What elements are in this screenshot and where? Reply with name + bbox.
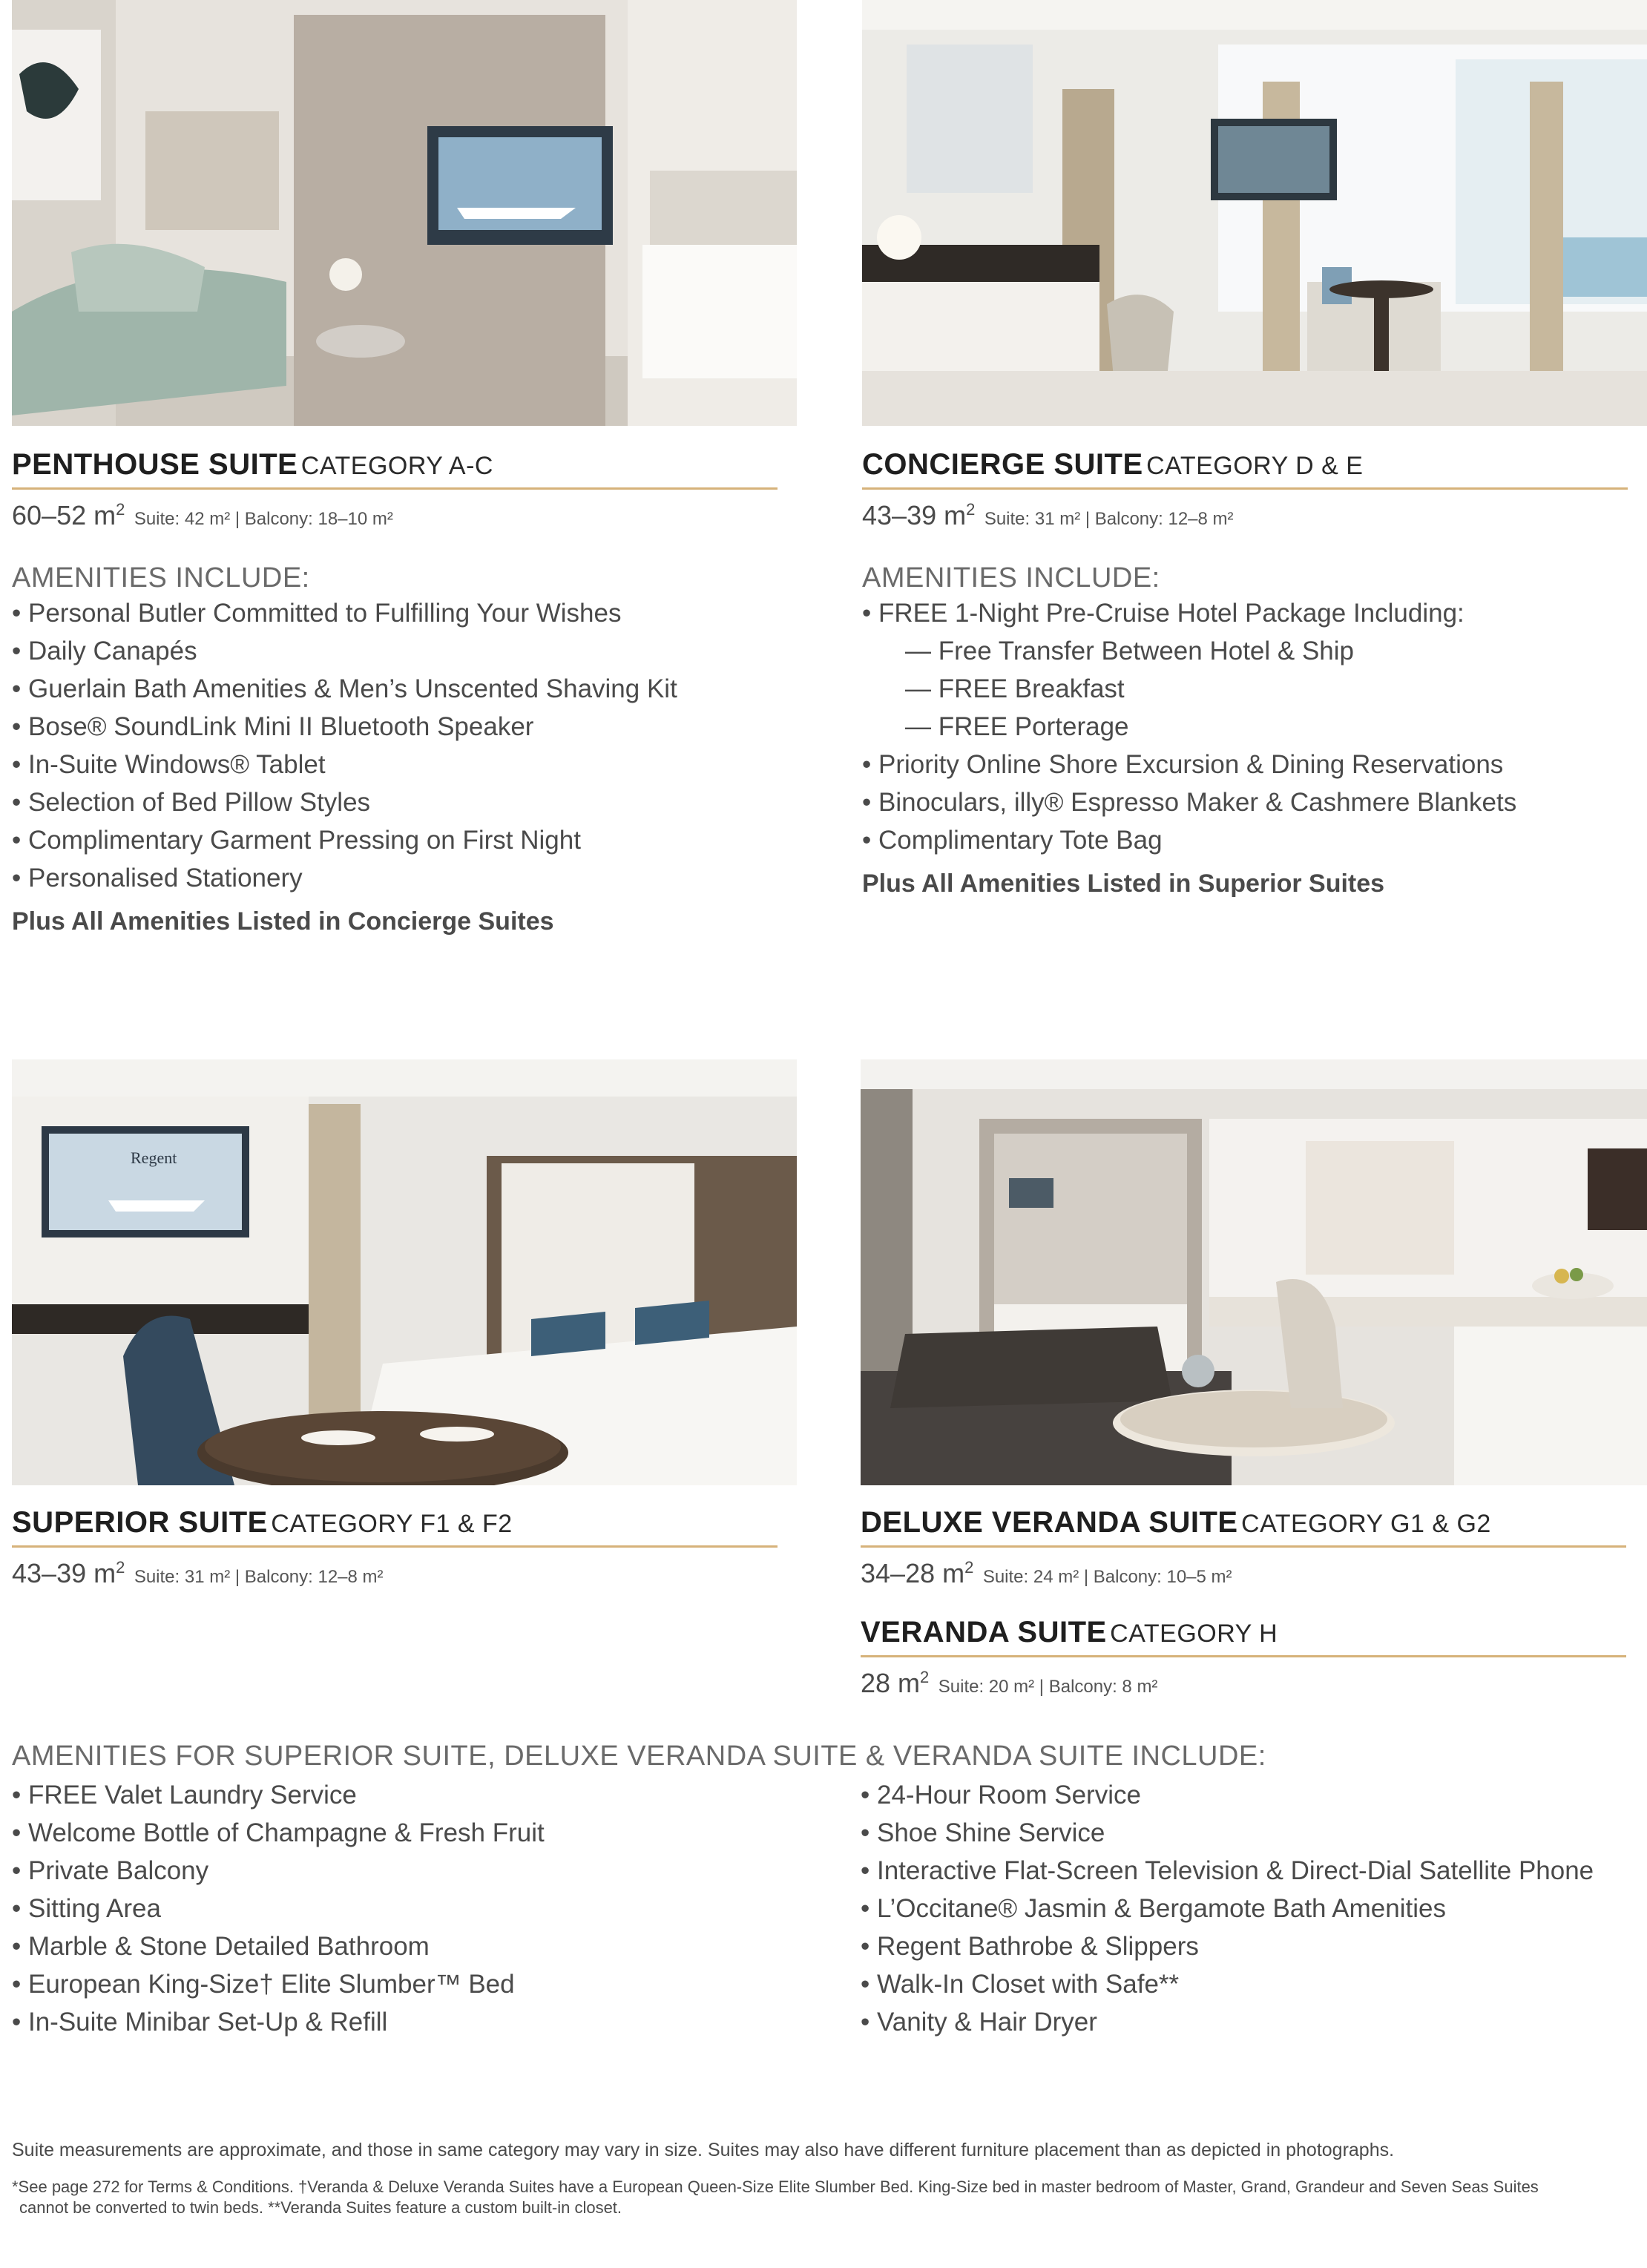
shared-amenities-right-list <box>861 1776 1594 2041</box>
deluxe-veranda-suite-photo <box>861 1059 1647 1485</box>
veranda-suite-section <box>861 1616 1626 1699</box>
list-item: • Complimentary Tote Bag <box>862 826 1163 855</box>
suite-category: CATEGORY H <box>1110 1620 1278 1648</box>
list-item: • In-Suite Windows® Tablet <box>12 750 326 779</box>
list-item: • FREE Valet Laundry Service <box>12 1781 357 1810</box>
deluxe-veranda-suite-section <box>861 1506 1626 1589</box>
list-item: • Walk-In Closet with Safe** <box>861 1970 1180 1999</box>
suite-size <box>861 1668 1626 1699</box>
footnote-terms-line2: cannot be converted to twin beds. **Veranda Suites feature a custom built-in closet. <box>19 2198 622 2217</box>
suite-size-total: 34–28 $m^2$ <box>861 1558 974 1588</box>
suite-name: SUPERIOR SUITE <box>12 1506 268 1539</box>
list-item: • Marble & Stone Detailed Bathroom <box>12 1932 430 1961</box>
list-subitem: — FREE Porterage <box>905 712 1129 741</box>
list-item: • European King-Size† Elite Slumber™ Bed <box>12 1970 515 1999</box>
suite-size-total: 43–39 $m^2$ <box>862 500 976 530</box>
list-item: • Regent Bathrobe & Slippers <box>861 1932 1199 1961</box>
list-item: • Interactive Flat-Screen Television & Direct-Dial Satellite Phone <box>861 1856 1594 1885</box>
suite-size <box>12 500 778 531</box>
suite-name: CONCIERGE SUITE <box>862 448 1143 481</box>
suite-name: DELUXE VERANDA SUITE <box>861 1506 1238 1539</box>
superior-suite-title <box>12 1506 778 1548</box>
tv-logo-text: Regent <box>131 1148 177 1167</box>
plus-amenities-note: Plus All Amenities Listed in Superior Suites <box>862 870 1385 898</box>
penthouse-suite-section <box>12 448 778 936</box>
suite-category: CATEGORY D & E <box>1146 452 1364 480</box>
list-item: • Guerlain Bath Amenities & Men’s Unscented Shaving Kit <box>12 674 677 703</box>
suite-size-total: 60–52 $m^2$ <box>12 500 125 530</box>
suite-size <box>12 1558 778 1589</box>
list-item: • L’Occitane® Jasmin & Bergamote Bath Amenities <box>861 1894 1446 1923</box>
suite-size-detail: Suite: 24 m² | Balcony: 10–5 m² <box>982 1567 1232 1587</box>
superior-suite-section <box>12 1506 778 1589</box>
list-item: • Vanity & Hair Dryer <box>861 2008 1097 2037</box>
suite-size-total: 43–39 $m^2$ <box>12 1558 125 1588</box>
list-item: • Personalised Stationery <box>12 864 303 893</box>
footnote-measurements: Suite measurements are approximate, and those in same category may vary in size. Suites may also have different furniture placement than as depicted in photographs. <box>12 2140 1395 2160</box>
penthouse-suite-title <box>12 448 778 490</box>
suite-name: VERANDA SUITE <box>861 1616 1107 1649</box>
list-item: • In-Suite Minibar Set-Up & Refill <box>12 2008 388 2037</box>
suite-name: PENTHOUSE SUITE <box>12 448 298 481</box>
suite-category: CATEGORY A-C <box>300 452 493 480</box>
amenities-heading: AMENITIES INCLUDE: <box>12 562 310 594</box>
list-item: • Complimentary Garment Pressing on First Night <box>12 826 581 855</box>
list-item: • Shoe Shine Service <box>861 1818 1105 1847</box>
shared-amenities-heading: AMENITIES FOR SUPERIOR SUITE, DELUXE VERANDA SUITE & VERANDA SUITE INCLUDE: <box>12 1741 1266 1772</box>
suite-size <box>861 1558 1626 1589</box>
penthouse-suite-photo <box>12 0 797 426</box>
plus-amenities-note: Plus All Amenities Listed in Concierge Suites <box>12 907 554 936</box>
suite-size-detail: Suite: 31 m² | Balcony: 12–8 m² <box>984 509 1234 529</box>
deluxe-veranda-suite-title <box>861 1506 1626 1548</box>
list-item: • Binoculars, illy® Espresso Maker & Cashmere Blankets <box>862 788 1517 817</box>
concierge-suite-title <box>862 448 1628 490</box>
list-item: • 24-Hour Room Service <box>861 1781 1141 1810</box>
shared-amenities-left-list <box>12 1776 545 2041</box>
list-item: • Selection of Bed Pillow Styles <box>12 788 371 817</box>
suite-size <box>862 500 1628 531</box>
list-subitem: — FREE Breakfast <box>905 674 1125 703</box>
suite-size-detail: Suite: 31 m² | Balcony: 12–8 m² <box>134 1567 384 1587</box>
suite-size-total: 28 $m^2$ <box>861 1668 930 1698</box>
veranda-suite-title <box>861 1616 1626 1657</box>
penthouse-amenities-list <box>12 594 778 897</box>
superior-suite-photo <box>12 1059 797 1485</box>
concierge-suite-photo <box>862 0 1647 426</box>
list-item: • Personal Butler Committed to Fulfilling Your Wishes <box>12 599 622 628</box>
list-item: • Daily Canapés <box>12 637 197 665</box>
list-item: • Welcome Bottle of Champagne & Fresh Fruit <box>12 1818 545 1847</box>
suite-category: CATEGORY G1 & G2 <box>1241 1510 1491 1538</box>
amenities-heading: AMENITIES INCLUDE: <box>862 562 1160 594</box>
list-subitem: — Free Transfer Between Hotel & Ship <box>905 637 1354 665</box>
list-item: • Priority Online Shore Excursion & Dining Reservations <box>862 750 1504 779</box>
footnote-terms <box>12 2177 1637 2218</box>
list-item: • Sitting Area <box>12 1894 161 1923</box>
list-item: • Private Balcony <box>12 1856 209 1885</box>
footnote-terms-line1: *See page 272 for Terms & Conditions. †Veranda & Deluxe Veranda Suites have a European Queen-Size Elite Slumber Bed. King-Size bed in master bedroom of Master, Grand, Grandeur and Seven Seas Suites <box>12 2177 1539 2196</box>
list-item: • Bose® SoundLink Mini II Bluetooth Speaker <box>12 712 534 741</box>
suite-size-detail: Suite: 42 m² | Balcony: 18–10 m² <box>134 509 393 529</box>
suite-category: CATEGORY F1 & F2 <box>271 1510 513 1538</box>
list-item: • FREE 1-Night Pre-Cruise Hotel Package Including: <box>862 599 1464 628</box>
concierge-amenities-list <box>862 594 1628 859</box>
suite-size-detail: Suite: 20 m² | Balcony: 8 m² <box>938 1677 1158 1697</box>
concierge-suite-section <box>862 448 1628 898</box>
